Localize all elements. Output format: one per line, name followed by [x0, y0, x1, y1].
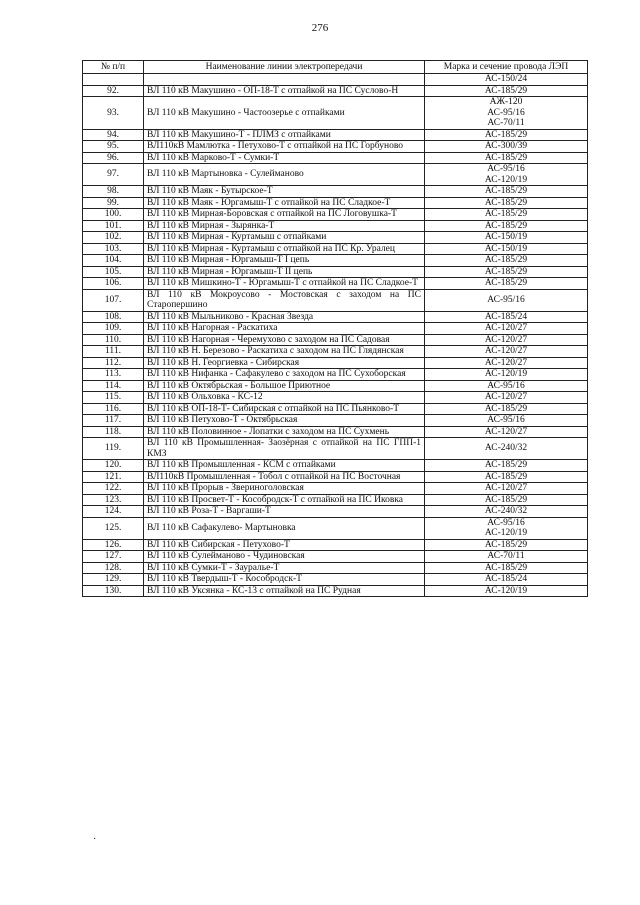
- wire-mark: АС-185/29: [484, 129, 528, 140]
- wire-marks: [425, 539, 588, 551]
- table-row: [83, 278, 588, 290]
- table-row: [83, 334, 588, 346]
- line-name: ВЛ 110 кВ Мирная-Боровская с отпайкой на ПС Логовушка-Т: [144, 209, 425, 221]
- wire-marks: [425, 129, 588, 141]
- wire-marks: [425, 380, 588, 392]
- row-number: 106.: [83, 278, 144, 290]
- table-row: [83, 311, 588, 323]
- row-number: 116.: [83, 403, 144, 415]
- line-name: ВЛ 110 кВ Мартыновка - Сулейманово: [144, 164, 425, 186]
- wire-mark: АС-70/11: [487, 118, 525, 128]
- table-row: [83, 574, 588, 586]
- row-number: 97.: [83, 164, 144, 186]
- line-name: ВЛ 110 кВ Мишкино-Т - Юргамыш-Т с отпайкой на ПС Сладкое-Т: [144, 278, 425, 290]
- line-name: [144, 74, 425, 86]
- row-number: 95.: [83, 141, 144, 153]
- table-row: [83, 357, 588, 369]
- line-name: ВЛ 110 кВ ОП-18-Т- Сибирская с отпайкой на ПС Пьянково-Т: [144, 403, 425, 415]
- row-number: 130.: [83, 585, 144, 597]
- row-number: 120.: [83, 460, 144, 472]
- wire-marks: [425, 460, 588, 472]
- table-row: [83, 85, 588, 97]
- table-row: [83, 539, 588, 551]
- wire-mark: АС-95/16: [487, 380, 525, 391]
- line-name: ВЛ110кВ Промышленная - Тобол с отпайкой на ПС Восточная: [144, 471, 425, 483]
- table-row: [83, 415, 588, 427]
- table-row: [83, 438, 588, 460]
- table-row: [83, 129, 588, 141]
- line-name: ВЛ 110 кВ Нагорная - Раскатиха: [144, 323, 425, 335]
- wire-marks: [425, 346, 588, 358]
- wire-marks: [425, 266, 588, 278]
- wire-mark: АС-120/27: [484, 323, 528, 333]
- line-name: ВЛ 110 кВ Макушино-Т - ПЛМЗ с отпайками: [144, 129, 425, 141]
- wire-mark: АЖ-120: [489, 97, 523, 107]
- table-row: [83, 346, 588, 358]
- line-name: ВЛ 110 кВ Марково-Т - Сумки-Т: [144, 152, 425, 164]
- table-row: [83, 323, 588, 335]
- wire-mark: АС-120/27: [484, 426, 528, 437]
- wire-marks: [425, 403, 588, 415]
- row-number: 126.: [83, 539, 144, 551]
- wire-mark: АС-95/16: [487, 294, 525, 305]
- wire-marks: [425, 278, 588, 290]
- wire-marks: [425, 197, 588, 209]
- table-row: [83, 506, 588, 518]
- wire-mark: АС-150/19: [484, 232, 528, 242]
- table-row: [83, 392, 588, 404]
- line-name: ВЛ 110 кВ Прорыв - Звериноголовская: [144, 483, 425, 495]
- row-number: 114.: [83, 380, 144, 392]
- table-row: [83, 232, 588, 244]
- line-name: ВЛ 110 кВ Мирная - Куртамыш с отпайками: [144, 232, 425, 244]
- wire-mark: АС-120/27: [484, 483, 528, 493]
- row-number: 100.: [83, 209, 144, 221]
- row-number: 103.: [83, 243, 144, 255]
- wire-marks: [425, 141, 588, 153]
- row-number: 118.: [83, 426, 144, 438]
- table-row: [83, 197, 588, 209]
- table-row: [83, 152, 588, 164]
- row-number: 125.: [83, 517, 144, 539]
- wire-marks: [425, 426, 588, 438]
- wire-mark: АС-95/16: [487, 415, 525, 425]
- line-name: ВЛ 110 кВ Половинное - Лопатки с заходом на ПС Сухмень: [144, 426, 425, 438]
- line-name: ВЛ 110 кВ Н. Березово - Раскатиха с заходом на ПС Глядянская: [144, 346, 425, 358]
- wire-marks: [425, 232, 588, 244]
- wire-mark: АС-300/39: [484, 141, 528, 151]
- wire-mark: АС-185/29: [484, 152, 528, 163]
- line-name: ВЛ 110 кВ Мыльниково - Красная Звезда: [144, 311, 425, 323]
- table-row: [83, 266, 588, 278]
- wire-marks: [425, 243, 588, 255]
- wire-mark: АС-185/29: [484, 494, 528, 505]
- wire-marks: [425, 551, 588, 563]
- wire-marks: [425, 152, 588, 164]
- line-name: ВЛ 110 кВ Сафакулево- Мартыновка: [144, 517, 425, 539]
- row-number: 112.: [83, 357, 144, 369]
- table-row: [83, 494, 588, 506]
- line-name: ВЛ 110 кВ Макушино - ОП-18-Т с отпайкой на ПС Суслово-Н: [144, 85, 425, 97]
- table-header: [83, 61, 588, 74]
- line-name: ВЛ 110 кВ Промышленная - КСМ с отпайками: [144, 460, 425, 472]
- row-number: 127.: [83, 551, 144, 563]
- row-number: 104.: [83, 255, 144, 267]
- table-row: [83, 209, 588, 221]
- wire-mark: АС-185/29: [484, 266, 528, 277]
- row-number: 102.: [83, 232, 144, 244]
- stray-dot: ·: [93, 834, 97, 845]
- table-row: [83, 255, 588, 267]
- wire-mark: АС-95/16: [487, 517, 525, 528]
- wire-marks: [425, 186, 588, 198]
- wire-marks: [425, 471, 588, 483]
- table-row: [83, 517, 588, 539]
- wire-marks: [425, 517, 588, 539]
- wire-mark: АС-185/29: [484, 471, 528, 482]
- wire-marks: [425, 220, 588, 232]
- wire-marks: [425, 438, 588, 460]
- table-body: [83, 74, 588, 597]
- table-header-row: [83, 61, 588, 74]
- header-num: № п/п: [83, 61, 144, 74]
- wire-mark: АС-120/27: [484, 346, 528, 356]
- table-row: [83, 483, 588, 495]
- line-name: ВЛ 110 кВ Мирная - Зырянка-Т: [144, 220, 425, 232]
- wire-mark: АС-120/27: [484, 357, 528, 368]
- line-name: ВЛ 110 кВ Роза-Т - Варгаши-Т: [144, 506, 425, 518]
- table-row: [83, 460, 588, 472]
- header-mark: Марка и сечение провода ЛЭП: [425, 61, 588, 74]
- table-row: [83, 426, 588, 438]
- row-number: 115.: [83, 392, 144, 404]
- wire-mark: АС-70/11: [487, 551, 525, 561]
- wire-marks: [425, 164, 588, 186]
- line-name: ВЛ 110 кВ Петухово-Т - Октябрьская: [144, 415, 425, 427]
- wire-marks: [425, 334, 588, 346]
- wire-mark: АС-185/24: [484, 574, 528, 584]
- table-row: [83, 471, 588, 483]
- wire-mark: АС-120/19: [484, 369, 528, 379]
- wire-mark: АС-120/19: [484, 528, 528, 538]
- row-number: 107.: [83, 289, 144, 311]
- wire-mark: АС-185/29: [484, 460, 528, 470]
- wire-marks: [425, 323, 588, 335]
- wire-mark: АС-185/29: [484, 562, 528, 573]
- row-number: 108.: [83, 311, 144, 323]
- wire-mark: АС-185/29: [484, 197, 528, 208]
- wire-mark: АС-95/16: [487, 164, 525, 174]
- line-name: ВЛ 110 кВ Макушино - Частоозерье с отпайками: [144, 97, 425, 130]
- wire-mark: АС-185/29: [484, 209, 528, 219]
- line-name: ВЛ 110 кВ Октябрьская - Большое Приютное: [144, 380, 425, 392]
- table-row: [83, 403, 588, 415]
- table-row: [83, 289, 588, 311]
- line-name: ВЛ 110 кВ Твердыш-Т - Кособродск-Т: [144, 574, 425, 586]
- table-row: [83, 97, 588, 130]
- wire-marks: [425, 415, 588, 427]
- table-row: [83, 141, 588, 153]
- wire-mark: АС-120/27: [484, 392, 528, 402]
- line-name: ВЛ 110 кВ Мирная - Юргамыш-Т II цепь: [144, 266, 425, 278]
- wire-marks: [425, 209, 588, 221]
- wire-mark: АС-150/19: [484, 243, 528, 254]
- wire-marks: [425, 494, 588, 506]
- wire-marks: [425, 311, 588, 323]
- wire-marks: [425, 562, 588, 574]
- table-row: [83, 186, 588, 198]
- wire-mark: АС-185/24: [484, 311, 528, 322]
- line-name: ВЛ 110 кВ Мокроусово - Мостовская с заходом на ПС Старопершино: [144, 289, 425, 311]
- row-number: 111.: [83, 346, 144, 358]
- line-name: ВЛ 110 кВ Маяк - Юргамыш-Т с отпайкой на ПС Сладкое-Т: [144, 197, 425, 209]
- row-number: 93.: [83, 97, 144, 130]
- wire-mark: АС-150/24: [484, 74, 528, 84]
- wire-mark: АС-185/29: [484, 255, 528, 265]
- row-number: [83, 74, 144, 86]
- wire-mark: АС-120/19: [484, 174, 528, 185]
- table-row: [83, 369, 588, 381]
- power-lines-table: [82, 60, 588, 597]
- table-row: [83, 380, 588, 392]
- table-row: [83, 164, 588, 186]
- line-name: ВЛ 110 кВ Сулейманово - Чудиновская: [144, 551, 425, 563]
- line-name: ВЛ110кВ Мамлютка - Петухово-Т с отпайкой на ПС Горбуново: [144, 141, 425, 153]
- wire-marks: [425, 255, 588, 267]
- row-number: 101.: [83, 220, 144, 232]
- wire-marks: [425, 97, 588, 130]
- row-number: 110.: [83, 334, 144, 346]
- row-number: 94.: [83, 129, 144, 141]
- wire-marks: [425, 85, 588, 97]
- line-name: ВЛ 110 кВ Промышленная- Заозёрная с отпайкой на ПС ГПП-1 КМЗ: [144, 438, 425, 460]
- line-name: ВЛ 110 кВ Сибирская - Петухово-Т: [144, 539, 425, 551]
- row-number: 117.: [83, 415, 144, 427]
- row-number: 121.: [83, 471, 144, 483]
- line-name: ВЛ 110 кВ Уксянка - КС-13 с отпайкой на ПС Рудная: [144, 585, 425, 597]
- line-name: ВЛ 110 кВ Сумки-Т - Зауралье-Т: [144, 562, 425, 574]
- row-number: 128.: [83, 562, 144, 574]
- wire-mark: АС-185/29: [484, 85, 528, 96]
- wire-marks: [425, 506, 588, 518]
- line-name: ВЛ 110 кВ Ольховка - КС-12: [144, 392, 425, 404]
- row-number: 119.: [83, 438, 144, 460]
- row-number: 123.: [83, 494, 144, 506]
- line-name: ВЛ 110 кВ Н. Георгиевка - Сибирская: [144, 357, 425, 369]
- wire-marks: [425, 369, 588, 381]
- wire-marks: [425, 574, 588, 586]
- wire-mark: АС-185/29: [484, 278, 528, 288]
- table-row: [83, 220, 588, 232]
- row-number: 129.: [83, 574, 144, 586]
- wire-mark: АС-185/29: [484, 220, 528, 231]
- line-name: ВЛ 110 кВ Мирная - Юргамыш-Т I цепь: [144, 255, 425, 267]
- line-name: ВЛ 110 кВ Просвет-Т - Кособродск-Т с отпайкой на ПС Иковка: [144, 494, 425, 506]
- wire-marks: [425, 585, 588, 597]
- wire-marks: [425, 357, 588, 369]
- table-row: [83, 243, 588, 255]
- row-number: 105.: [83, 266, 144, 278]
- wire-marks: [425, 392, 588, 404]
- row-number: 113.: [83, 369, 144, 381]
- wire-mark: АС-185/29: [484, 539, 528, 550]
- header-name: Наименование линии электропередачи: [144, 61, 425, 74]
- wire-mark: АС-120/19: [484, 585, 528, 596]
- line-name: ВЛ 110 кВ Маяк - Бутырское-Т: [144, 186, 425, 198]
- row-number: 122.: [83, 483, 144, 495]
- table-row: [83, 585, 588, 597]
- table-row: [83, 551, 588, 563]
- page-number: 276: [311, 22, 329, 34]
- line-name: ВЛ 110 кВ Нагорная - Черемухово с заходом на ПС Садовая: [144, 334, 425, 346]
- row-number: 98.: [83, 186, 144, 198]
- row-number: 96.: [83, 152, 144, 164]
- table-row: [83, 562, 588, 574]
- wire-mark: АС-95/16: [487, 107, 525, 118]
- wire-mark: АС-120/27: [484, 334, 528, 345]
- row-number: 92.: [83, 85, 144, 97]
- wire-mark: АС-240/32: [484, 506, 528, 516]
- wire-marks: [425, 289, 588, 311]
- row-number: 124.: [83, 506, 144, 518]
- wire-marks: [425, 483, 588, 495]
- wire-mark: АС-185/29: [484, 186, 528, 196]
- row-number: 99.: [83, 197, 144, 209]
- wire-mark: АС-185/29: [484, 403, 528, 414]
- row-number: 109.: [83, 323, 144, 335]
- wire-marks: [425, 74, 588, 86]
- table-row: [83, 74, 588, 86]
- wire-mark: АС-240/32: [484, 443, 528, 454]
- line-name: ВЛ 110 кВ Нифанка - Сафакулево с заходом на ПС Сухоборская: [144, 369, 425, 381]
- line-name: ВЛ 110 кВ Мирная - Куртамыш с отпайкой на ПС Кр. Уралец: [144, 243, 425, 255]
